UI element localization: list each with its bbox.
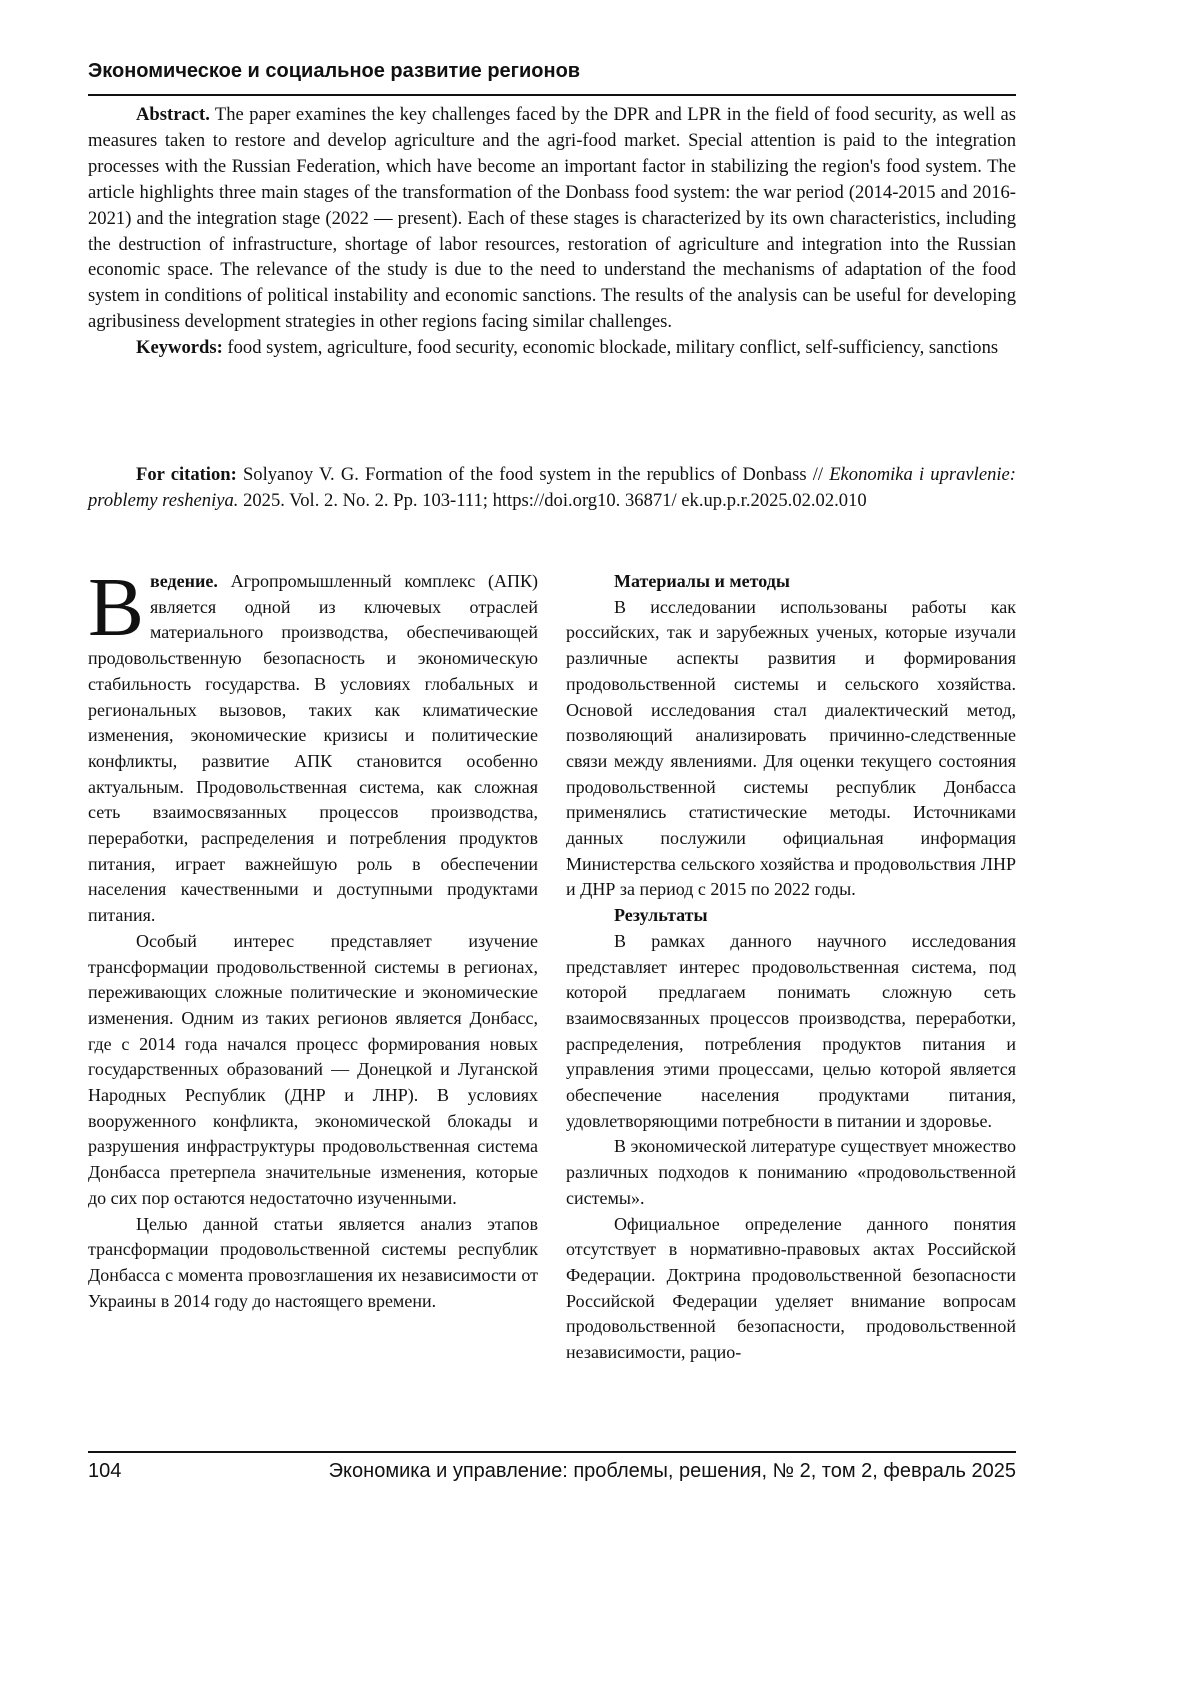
abstract <box>88 102 1016 361</box>
keywords-label: Keywords: <box>136 337 223 358</box>
paragraph: В экономической литературе существует множество различных подходов к пониманию «продовольственной системы». <box>566 1134 1016 1211</box>
citation-details: 2025. Vol. 2. No. 2. Pp. 103-111; https://doi.org10. 36871/ ek.up.p.r.2025.02.02.010 <box>238 490 866 511</box>
citation <box>88 462 1016 514</box>
citation-label: For citation: <box>136 464 237 485</box>
heading-materials-methods: Материалы и методы <box>566 569 1016 595</box>
paragraph: Особый интерес представляет изучение трансформации продовольственной системы в регионах, переживающих сложные политические и экономические изменения. Одним из таких регионов является Донбасс, где с 2014 года начался процесс формирования новых государственных образований — Донецкой и Луганской Народных Республик (ДНР и ЛНР). В условиях вооруженного конфликта, экономической блокады и разрушения инфраструктуры продовольственная система Донбасса претерпела значительные изменения, которые до сих пор остаются недостаточно изученными. <box>88 929 538 1212</box>
paragraph: Официальное определение данного понятия отсутствует в нормативно-правовых актах Российской Федерации. Доктрина продовольственной безопасности Российской Федерации уделяет внимание вопросам продовольственной безопасности, продовольственной независимости, рацио- <box>566 1212 1016 1366</box>
abstract-label: Abstract. <box>136 104 210 125</box>
drop-cap: В <box>88 573 144 643</box>
section-title: Экономическое и социальное развитие регионов <box>88 60 1016 83</box>
header-rule <box>88 94 1016 96</box>
keywords-text: food system, agriculture, food security, economic blockade, military conflict, self-sufficiency, sanctions <box>223 337 998 358</box>
intro-paragraph: Агропромышленный комплекс (АПК) является одной из ключевых отраслей материального производства, обеспечивающей продовольственную безопасность и экономическую стабильность государства. В условиях глобальных и региональных вызовов, таких как климатические изменения, экономические кризисы и политические конфликты, развитие АПК становится особенно актуальным. Продовольственная система, как сложная сеть взаимосвязанных процессов производства, переработки, распределения и потребления продуктов питания, играет важнейшую роль в обеспечении населения качественными и доступными продуктами питания. <box>88 571 538 925</box>
paragraph: Целью данной статьи является анализ этапов трансформации продовольственной системы республик Донбасса с момента провозглашения их независимости от Украины в 2014 году до настоящего времени. <box>88 1212 538 1315</box>
citation-text: Solyanoy V. G. Formation of the food system in the republics of Donbass // <box>237 464 829 485</box>
abstract-text: The paper examines the key challenges faced by the DPR and LPR in the field of food security, as well as measures taken to restore and develop agriculture and the agri-food market. Special attention is paid to the integration processes with the Russian Federation, which have become an important factor in stabilizing the region's food system. The article highlights three main stages of the transformation of the Donbass food system: the war period (2014-2015 and 2016-2021) and the integration stage (2022 — present). Each of these stages is characterized by its own characteristics, including the destruction of infrastructure, shortage of labor resources, restoration of agriculture and integration into the Russian economic space. The relevance of the study is due to the need to understand the mechanisms of adaptation of the food system in conditions of political instability and economic sanctions. The results of the analysis can be useful for developing agribusiness development strategies in other regions facing similar challenges. <box>88 104 1016 332</box>
footer <box>88 1460 1016 1483</box>
citation-journal: Ekonomika i upravlenie: problemy resheniya. <box>88 464 1016 511</box>
journal-info: Экономика и управление: проблемы, решения, № 2, том 2, февраль 2025 <box>329 1460 1016 1483</box>
left-column <box>88 569 538 1314</box>
heading-results: Результаты <box>566 903 1016 929</box>
paragraph: В рамках данного научного исследования представляет интерес продовольственная система, под которой предлагаем понимать сложную сеть взаимосвязанных процессов производства, переработки, распределения, потребления продуктов питания и управления этими процессами, целью которой является обеспечение населения продуктами питания, удовлетворяющими потребности в питании и здоровье. <box>566 929 1016 1135</box>
intro-heading: ведение. <box>150 571 218 591</box>
paragraph: В исследовании использованы работы как российских, так и зарубежных ученых, которые изучали различные аспекты развития и формирования продовольственной системы и сельского хозяйства. Основой исследования стал диалектический метод, позволяющий анализировать причинно-следственные связи между явлениями. Для оценки текущего состояния продовольственной системы республик Донбасса применялись статистические методы. Источниками данных послужили официальная информация Министерства сельского хозяйства и продовольствия ЛНР и ДНР за период с 2015 по 2022 годы. <box>566 595 1016 903</box>
footer-rule <box>88 1451 1016 1453</box>
right-column <box>566 569 1016 1366</box>
page-number: 104 <box>88 1460 121 1483</box>
